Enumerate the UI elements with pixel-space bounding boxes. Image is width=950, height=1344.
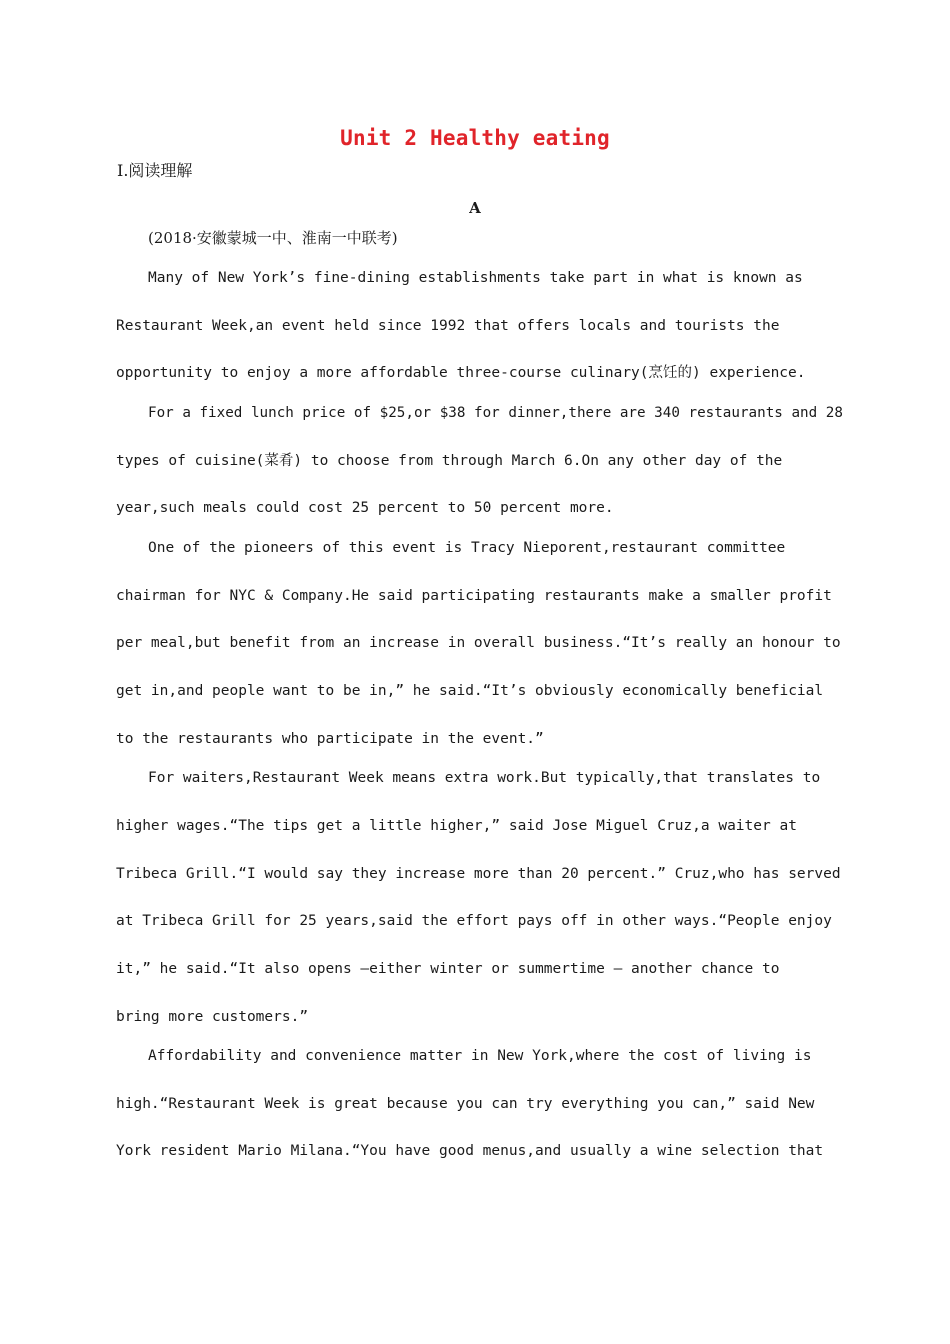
text-line: opportunity to enjoy a more affordable three-course culinary(烹饪的) experience.	[116, 365, 806, 381]
passage-source: (2018·安徽蒙城一中、淮南一中联考)	[148, 229, 398, 247]
text-line: For waiters,Restaurant Week means extra work.But typically,that translates to	[148, 770, 821, 786]
text-line: York resident Mario Milana.“You have good menus,and usually a wine selection that	[116, 1143, 824, 1159]
text-line: chairman for NYC & Company.He said participating restaurants make a smaller profit	[116, 588, 832, 604]
text-line: it,” he said.“It also opens —either winter or summertime — another chance to	[116, 961, 780, 977]
text-line: year,such meals could cost 25 percent to 50 percent more.	[116, 500, 614, 516]
text-line: types of cuisine(菜肴) to choose from through March 6.On any other day of the	[116, 453, 783, 469]
passage-label: A	[469, 199, 481, 217]
text-line: to the restaurants who participate in the event.”	[116, 731, 544, 747]
text-line: at Tribeca Grill for 25 years,said the effort pays off in other ways.“People enjoy	[116, 913, 832, 929]
text-line: Many of New York’s fine-dining establishments take part in what is known as	[148, 270, 803, 286]
section-heading: Ⅰ.阅读理解	[117, 161, 193, 180]
text-line: Restaurant Week,an event held since 1992 that offers locals and tourists the	[116, 318, 780, 334]
text-line: Tribeca Grill.“I would say they increase more than 20 percent.” Cruz,who has served	[116, 866, 841, 882]
text-line: higher wages.“The tips get a little higher,” said Jose Miguel Cruz,a waiter at	[116, 818, 797, 834]
text-line: per meal,but benefit from an increase in overall business.“It’s really an honour to	[116, 635, 841, 651]
text-line: high.“Restaurant Week is great because you can try everything you can,” said New	[116, 1096, 815, 1112]
text-line: get in,and people want to be in,” he said.“It’s obviously economically beneficial	[116, 683, 824, 699]
text-line: Affordability and convenience matter in New York,where the cost of living is	[148, 1048, 812, 1064]
text-line: One of the pioneers of this event is Tracy Nieporent,restaurant committee	[148, 540, 786, 556]
text-line: bring more customers.”	[116, 1009, 309, 1025]
text-line: For a fixed lunch price of $25,or $38 for dinner,there are 340 restaurants and 28	[148, 405, 843, 421]
page-title: Unit 2 Healthy eating	[340, 126, 610, 150]
